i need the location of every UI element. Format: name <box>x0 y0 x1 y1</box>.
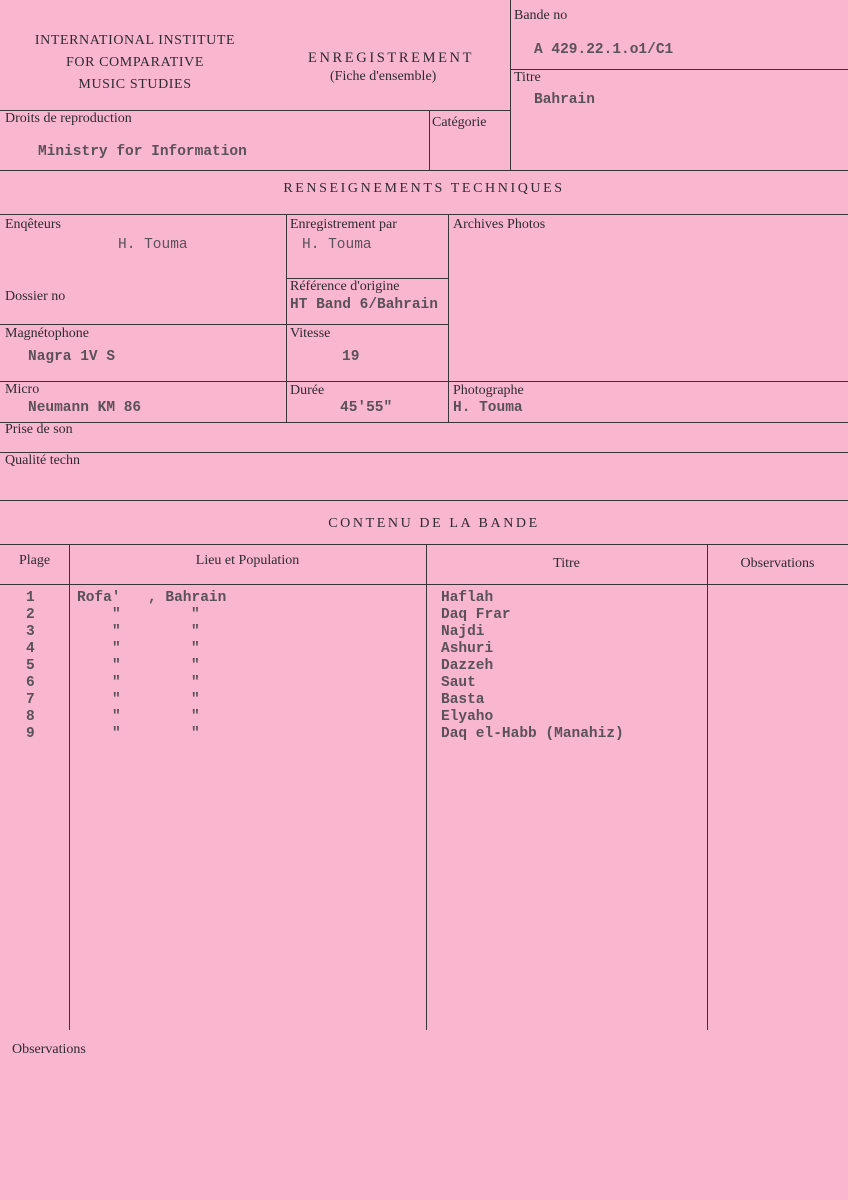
enregistrement-par-value: H. Touma <box>302 237 372 253</box>
plage-number: 6 <box>26 675 35 691</box>
micro-label: Micro <box>5 382 40 397</box>
track-title: Daq el-Habb (Manahiz) <box>441 726 624 742</box>
qualite-techn-label: Qualité techn <box>5 453 81 468</box>
categorie-label: Catégorie <box>432 115 487 130</box>
droits-value: Ministry for Information <box>38 144 247 160</box>
lieu-place: " <box>112 641 121 657</box>
lieu-population: " <box>191 641 200 657</box>
track-title: Ashuri <box>441 641 494 657</box>
table-row <box>0 675 848 692</box>
plage-number: 4 <box>26 641 35 657</box>
track-title: Saut <box>441 675 476 691</box>
micro-value: Neumann KM 86 <box>28 400 142 416</box>
lieu-place: " <box>112 709 121 725</box>
contents-header-line <box>0 584 848 585</box>
track-title: Elyaho <box>441 709 494 725</box>
track-title: Basta <box>441 692 485 708</box>
duree-label: Durée <box>290 383 325 398</box>
institute-line-2: FOR COMPARATIVE <box>65 55 204 70</box>
plage-number: 5 <box>26 658 35 674</box>
tech-bottom-line <box>0 500 848 501</box>
observations-header: Observations <box>740 556 815 571</box>
lieu-place: " <box>112 607 121 623</box>
magnetophone-value: Nagra 1V S <box>28 349 116 365</box>
titre-label: Titre <box>514 70 541 85</box>
lieu-population: " <box>191 675 200 691</box>
tech-top-line <box>0 214 848 215</box>
droits-label: Droits de reproduction <box>5 111 132 126</box>
qualite-line <box>0 452 848 453</box>
plage-number: 1 <box>26 590 35 606</box>
table-row <box>0 709 848 726</box>
lieu-place: " <box>112 692 121 708</box>
bande-no-value: A 429.22.1.o1/C1 <box>534 42 674 58</box>
institute-line-3: MUSIC STUDIES <box>78 77 192 92</box>
magnetophone-label: Magnétophone <box>5 326 89 341</box>
lieu-place: " <box>112 658 121 674</box>
observations-label: Observations <box>12 1042 86 1057</box>
duree-value: 45'55" <box>340 400 393 416</box>
lieu-population: , Bahrain <box>148 590 227 606</box>
lieu-population: " <box>191 624 200 640</box>
lieu-place: " <box>112 624 121 640</box>
enregistrement-par-label: Enregistrement par <box>290 217 397 232</box>
table-row <box>0 641 848 658</box>
contents-section-title: CONTENU DE LA BANDE <box>328 516 540 531</box>
enqueteurs-label: Enqêteurs <box>5 217 61 232</box>
bande-line <box>510 69 848 70</box>
table-row <box>0 726 848 743</box>
table-row <box>0 692 848 709</box>
micro-line <box>0 381 848 382</box>
plage-number: 2 <box>26 607 35 623</box>
titre-header: Titre <box>553 556 580 571</box>
photographe-label: Photographe <box>453 383 524 398</box>
reference-label: Référence d'origine <box>290 279 400 294</box>
categorie-divider <box>429 110 430 170</box>
form-subtitle: (Fiche d'ensemble) <box>330 69 437 84</box>
lieu-place: " <box>112 726 121 742</box>
dossier-label: Dossier no <box>5 289 66 304</box>
photographe-value: H. Touma <box>453 400 523 416</box>
plage-number: 9 <box>26 726 35 742</box>
enqueteurs-value: H. Touma <box>118 237 188 253</box>
lieu-place: Rofa' <box>77 590 121 606</box>
table-row <box>0 607 848 624</box>
track-title: Daq Frar <box>441 607 511 623</box>
dossier-line <box>0 324 448 325</box>
table-row <box>0 624 848 641</box>
lieu-place: " <box>112 675 121 691</box>
archives-photos-label: Archives Photos <box>453 217 546 232</box>
titre-value: Bahrain <box>534 92 595 108</box>
reference-value: HT Band 6/Bahrain <box>290 297 438 313</box>
form-title: ENREGISTREMENT <box>308 50 475 66</box>
lieu-population: " <box>191 692 200 708</box>
plage-number: 8 <box>26 709 35 725</box>
plage-number: 7 <box>26 692 35 708</box>
track-title: Dazzeh <box>441 658 494 674</box>
plage-number: 3 <box>26 624 35 640</box>
track-title: Haflah <box>441 590 494 606</box>
institute-name <box>0 30 270 96</box>
header-divider <box>510 0 511 170</box>
section-line-1 <box>0 170 848 171</box>
lieu-population: " <box>191 709 200 725</box>
table-row <box>0 590 848 607</box>
prise-de-son-label: Prise de son <box>5 422 73 437</box>
contents-top-line <box>0 544 848 545</box>
lieu-population: " <box>191 726 200 742</box>
vitesse-label: Vitesse <box>290 326 331 341</box>
institute-line-1: INTERNATIONAL INSTITUTE <box>34 33 236 48</box>
tech-divider-2 <box>448 214 449 422</box>
tech-divider-1 <box>286 214 287 422</box>
prise-line <box>0 422 848 423</box>
plage-header: Plage <box>18 553 51 568</box>
lieu-header: Lieu et Population <box>195 553 300 568</box>
track-title: Najdi <box>441 624 485 640</box>
vitesse-value: 19 <box>342 349 360 365</box>
technical-section-title: RENSEIGNEMENTS TECHNIQUES <box>283 181 565 196</box>
table-row <box>0 658 848 675</box>
lieu-population: " <box>191 607 200 623</box>
bande-no-label: Bande no <box>514 8 568 23</box>
lieu-population: " <box>191 658 200 674</box>
